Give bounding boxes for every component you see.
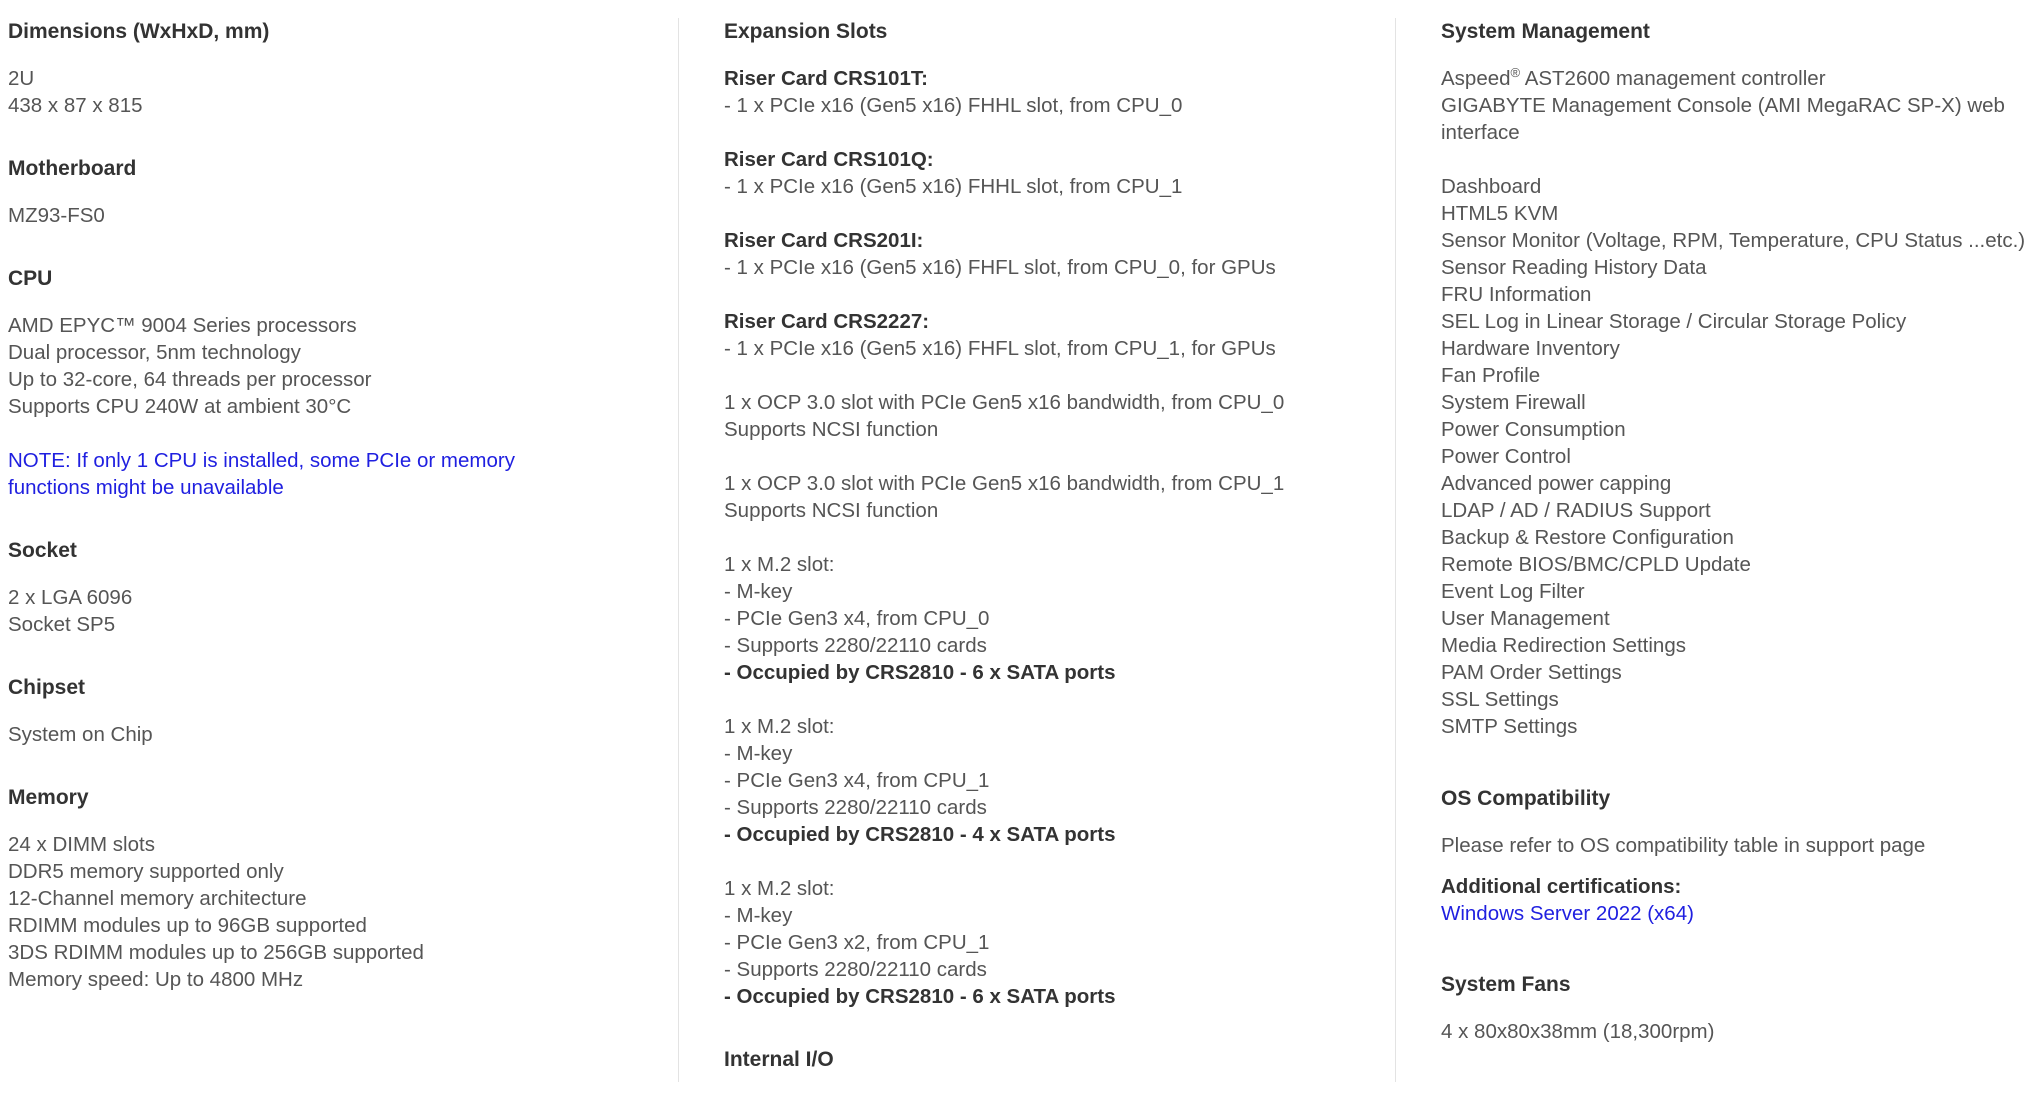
column-divider xyxy=(1395,18,1396,1082)
spec-line: 1 x M.2 slot: xyxy=(724,553,835,576)
socket-section xyxy=(8,537,668,638)
spec-line-bold: - Occupied by CRS2810 - 6 x SATA ports xyxy=(724,985,1116,1008)
spec-line: - PCIe Gen3 x4, from CPU_1 xyxy=(724,769,990,792)
spacer xyxy=(1441,146,2026,173)
feature-item: Sensor Monitor (Voltage, RPM, Temperature, CPU Status ...etc.) xyxy=(1441,229,2026,252)
cpu-heading: CPU xyxy=(8,267,53,290)
spec-line: AMD EPYC™ 9004 Series processors xyxy=(8,314,357,337)
feature-item: Backup & Restore Configuration xyxy=(1441,526,1734,549)
spec-line: - 1 x PCIe x16 (Gen5 x16) FHFL slot, from CPU_1, for GPUs xyxy=(724,337,1276,360)
internal-io-heading: Internal I/O xyxy=(724,1048,834,1071)
memory-section xyxy=(8,784,668,993)
system-fans-heading: System Fans xyxy=(1441,973,1571,996)
riser-card xyxy=(724,65,1384,119)
spec-line: - PCIe Gen3 x4, from CPU_0 xyxy=(724,607,990,630)
riser-card xyxy=(724,146,1384,200)
spacer xyxy=(1441,859,2026,873)
certifications-title: Additional certifications: xyxy=(1441,875,1682,898)
spec-line: 24 x DIMM slots xyxy=(8,833,155,856)
chipset-heading: Chipset xyxy=(8,676,86,699)
spec-line: 1 x M.2 slot: xyxy=(724,877,835,900)
spec-line: 2U xyxy=(8,67,35,90)
feature-item: Fan Profile xyxy=(1441,364,1541,387)
feature-item: SEL Log in Linear Storage / Circular Storage Policy xyxy=(1441,310,1907,333)
spec-line: 1 x OCP 3.0 slot with PCIe Gen5 x16 bandwidth, from CPU_1 xyxy=(724,472,1285,495)
riser-card-title: Riser Card CRS201I: xyxy=(724,229,924,252)
expansion-heading: Expansion Slots xyxy=(724,20,888,43)
feature-item: System Firewall xyxy=(1441,391,1586,414)
feature-item: Event Log Filter xyxy=(1441,580,1585,603)
riser-card-title: Riser Card CRS2227: xyxy=(724,310,930,333)
system-management-section xyxy=(1441,18,2026,740)
feature-item: HTML5 KVM xyxy=(1441,202,1559,225)
spec-line: - M-key xyxy=(724,742,793,765)
spec-line-bold: - Occupied by CRS2810 - 6 x SATA ports xyxy=(724,661,1116,684)
dimensions-section xyxy=(8,18,668,119)
spec-line: 2 x LGA 6096 xyxy=(8,586,133,609)
spec-column-1 xyxy=(8,18,668,1029)
os-compatibility-section xyxy=(1441,785,2026,927)
motherboard-heading: Motherboard xyxy=(8,157,137,180)
spec-line: - Supports 2280/22110 cards xyxy=(724,958,987,981)
spec-line: System on Chip xyxy=(8,723,153,746)
spec-line: - PCIe Gen3 x2, from CPU_1 xyxy=(724,931,990,954)
spec-line: Socket SP5 xyxy=(8,613,116,636)
feature-item: SMTP Settings xyxy=(1441,715,1578,738)
spec-line: Dual processor, 5nm technology xyxy=(8,341,301,364)
spec-line: Memory speed: Up to 4800 MHz xyxy=(8,968,304,991)
feature-item: Advanced power capping xyxy=(1441,472,1672,495)
internal-io-section xyxy=(724,1046,1384,1073)
os-compatibility-heading: OS Compatibility xyxy=(1441,787,1611,810)
feature-item: Dashboard xyxy=(1441,175,1542,198)
spec-line: DDR5 memory supported only xyxy=(8,860,284,883)
spec-line: 1 x M.2 slot: xyxy=(724,715,835,738)
riser-card xyxy=(724,308,1384,362)
spec-line: 12-Channel memory architecture xyxy=(8,887,307,910)
spec-line: Supports CPU 240W at ambient 30°C xyxy=(8,395,352,418)
spec-column-3 xyxy=(1441,18,2026,1081)
riser-card-title: Riser Card CRS101T: xyxy=(724,67,928,90)
riser-card-title: Riser Card CRS101Q: xyxy=(724,148,934,171)
spec-line: - M-key xyxy=(724,904,793,927)
ocp-slot xyxy=(724,389,1384,443)
expansion-section xyxy=(724,18,1384,1010)
feature-item: Power Control xyxy=(1441,445,1571,468)
chipset-section xyxy=(8,674,668,748)
spec-line: Please refer to OS compatibility table in support page xyxy=(1441,834,1926,857)
ocp-slot xyxy=(724,470,1384,524)
feature-item: SSL Settings xyxy=(1441,688,1559,711)
feature-item: Sensor Reading History Data xyxy=(1441,256,1707,279)
spec-line: 4 x 80x80x38mm (18,300rpm) xyxy=(1441,1020,1715,1043)
spec-line: - Supports 2280/22110 cards xyxy=(724,796,987,819)
m2-slot xyxy=(724,875,1384,1010)
feature-item: Remote BIOS/BMC/CPLD Update xyxy=(1441,553,1751,576)
spec-line: Supports NCSI function xyxy=(724,499,939,522)
feature-item: PAM Order Settings xyxy=(1441,661,1622,684)
motherboard-section xyxy=(8,155,668,229)
riser-card xyxy=(724,227,1384,281)
management-controller xyxy=(1441,65,2026,92)
socket-heading: Socket xyxy=(8,539,77,562)
spec-line: - M-key xyxy=(724,580,793,603)
feature-item: LDAP / AD / RADIUS Support xyxy=(1441,499,1711,522)
feature-item: FRU Information xyxy=(1441,283,1592,306)
spec-line: MZ93-FS0 xyxy=(8,204,105,227)
column-divider xyxy=(678,18,679,1082)
windows-server-cert-link[interactable]: Windows Server 2022 (x64) xyxy=(1441,902,1694,925)
management-console: GIGABYTE Management Console (AMI MegaRAC SP-X) web interface xyxy=(1441,94,2005,144)
cpu-note: NOTE: If only 1 CPU is installed, some PCIe or memory functions might be unavailable xyxy=(8,449,515,499)
spec-line: 1 x OCP 3.0 slot with PCIe Gen5 x16 bandwidth, from CPU_0 xyxy=(724,391,1285,414)
spec-line: Supports NCSI function xyxy=(724,418,939,441)
memory-heading: Memory xyxy=(8,786,89,809)
feature-item: Hardware Inventory xyxy=(1441,337,1620,360)
controller-suffix: AST2600 management controller xyxy=(1520,67,1826,90)
m2-slot xyxy=(724,551,1384,686)
registered-mark: ® xyxy=(1510,65,1521,81)
spacer xyxy=(8,420,668,447)
controller-prefix: Aspeed xyxy=(1441,67,1511,90)
system-fans-section xyxy=(1441,971,2026,1045)
spec-line: 3DS RDIMM modules up to 256GB supported xyxy=(8,941,424,964)
spec-line: RDIMM modules up to 96GB supported xyxy=(8,914,367,937)
feature-item: Media Redirection Settings xyxy=(1441,634,1686,657)
spec-line: - Supports 2280/22110 cards xyxy=(724,634,987,657)
cpu-section xyxy=(8,265,668,501)
spec-line: 438 x 87 x 815 xyxy=(8,94,143,117)
system-management-heading: System Management xyxy=(1441,20,1650,43)
spec-column-2 xyxy=(724,18,1384,1109)
m2-slot xyxy=(724,713,1384,848)
feature-item: Power Consumption xyxy=(1441,418,1626,441)
spec-line: Up to 32-core, 64 threads per processor xyxy=(8,368,372,391)
spec-line: - 1 x PCIe x16 (Gen5 x16) FHHL slot, from CPU_1 xyxy=(724,175,1183,198)
spec-line: - 1 x PCIe x16 (Gen5 x16) FHFL slot, from CPU_0, for GPUs xyxy=(724,256,1276,279)
feature-item: User Management xyxy=(1441,607,1610,630)
spec-line: - 1 x PCIe x16 (Gen5 x16) FHHL slot, from CPU_0 xyxy=(724,94,1183,117)
spec-line-bold: - Occupied by CRS2810 - 4 x SATA ports xyxy=(724,823,1116,846)
dimensions-heading: Dimensions (WxHxD, mm) xyxy=(8,20,270,43)
